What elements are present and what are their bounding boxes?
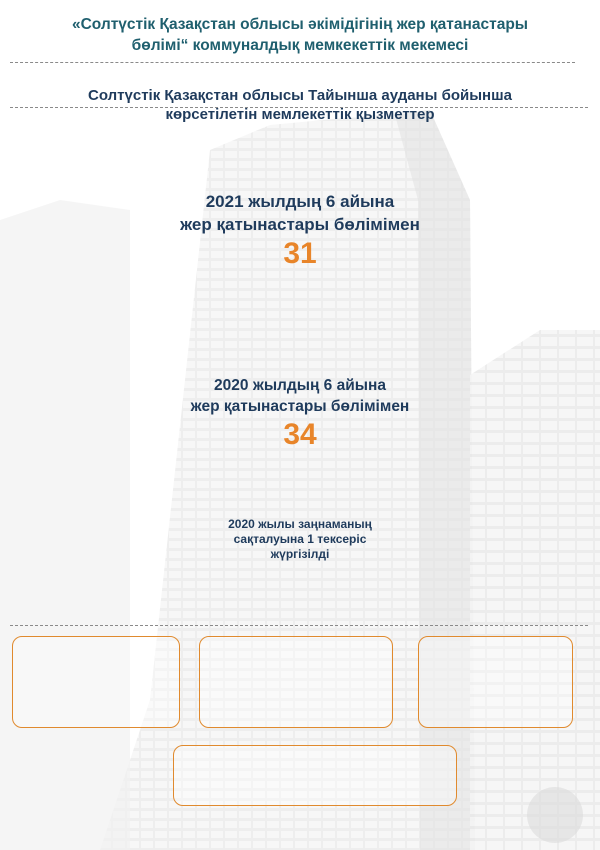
stat-2021-line2: жер қатынастары бөлімімен: [180, 215, 420, 234]
services-divider: [10, 107, 588, 108]
stat-2020-line2: жер қатынастары бөлімімен: [190, 398, 410, 415]
top-divider: [10, 62, 575, 63]
stat-2021-line1: 2021 жылдың 6 айына: [205, 192, 395, 211]
info-box-4: [173, 745, 457, 806]
services-title-line2: көрсетілетін мемлекеттік қызметтер: [165, 106, 435, 123]
stat-2020: [130, 375, 470, 453]
organization-title-line2: бөлімі“ коммуналдық мемкекеттік мекемесі: [131, 37, 469, 54]
services-title-line1: Солтүстік Қазақстан облысы Тайынша ауданы бойынша: [88, 87, 512, 104]
stat-2021-value: 31: [283, 237, 317, 270]
stat-2021: [130, 190, 470, 272]
inspection-note-line1: 2020 жылы заңнаманың: [228, 517, 372, 531]
info-box-2: [199, 636, 393, 728]
organization-title: [20, 14, 580, 56]
inspection-note-line2: сақталуына 1 тексеріс: [233, 532, 367, 546]
stat-2020-line1: 2020 жылдың 6 айына: [214, 377, 386, 394]
bottom-divider: [10, 625, 588, 626]
inspection-note: [170, 517, 430, 562]
info-box-1: [12, 636, 180, 728]
inspection-note-line3: жүргізілді: [270, 547, 330, 561]
info-box-3: [418, 636, 573, 728]
organization-title-line1: «Солтүстік Қазақстан облысы әкімідігінің жер қатанастары: [71, 16, 529, 33]
stat-2020-value: 34: [283, 418, 317, 451]
services-title: [30, 86, 570, 124]
